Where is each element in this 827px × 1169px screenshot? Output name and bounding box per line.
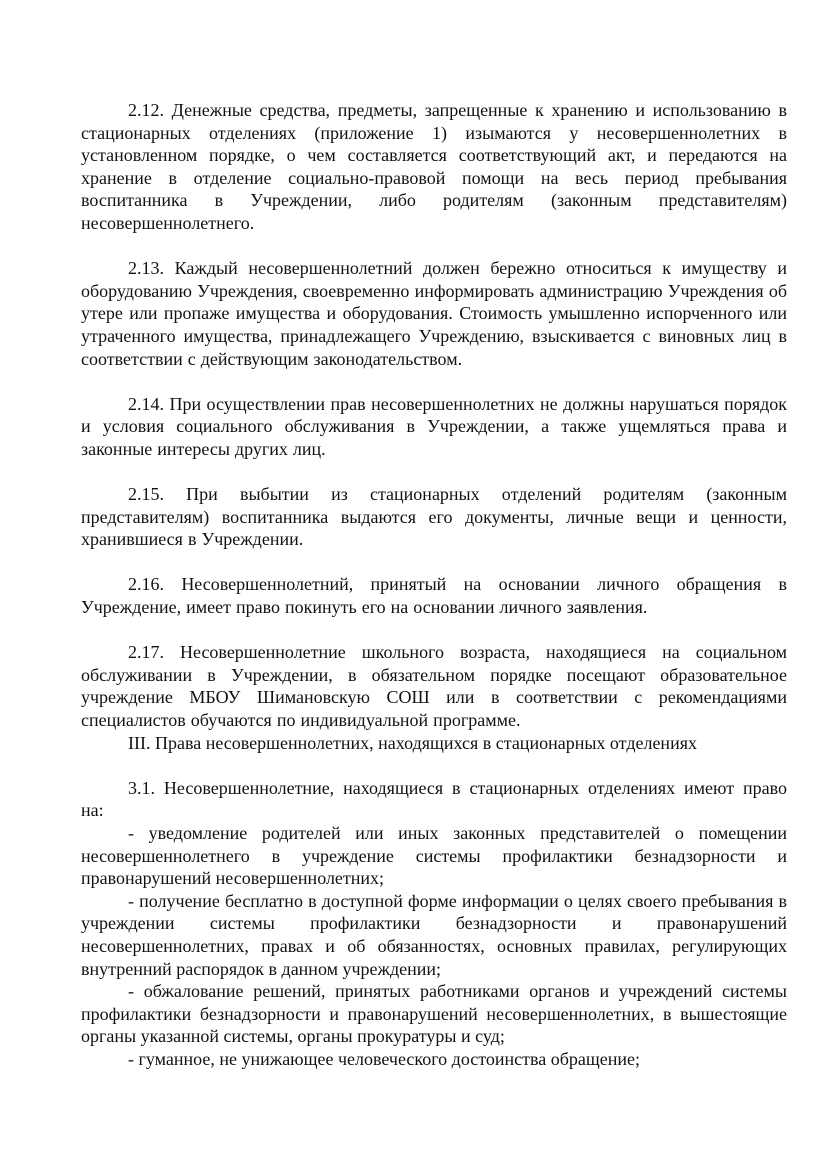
paragraph-2-12: 2.12. Денежные средства, предметы, запрещенные к хранению и использованию в стационарных отделениях (приложение 1) изымаются у несовершеннолетних в установленном порядке, о чем составляется соответствующий акт, и передаются на хранение в отделение социально-правовой помощи на весь период пребывания воспитанника в Учреждении, либо родителям (законным представителям) несовершеннолетнего. xyxy=(81,100,787,233)
paragraph-2-16: 2.16. Несовершеннолетний, принятый на основании личного обращения в Учреждение, имеет право покинуть его на основании личного заявления. xyxy=(81,574,787,618)
paragraph-2-13: 2.13. Каждый несовершеннолетний должен бережно относиться к имуществу и оборудованию Учреждения, своевременно информировать администрацию Учреждения об утере или пропаже имущества и оборудования. Стоимость умышленно испорченного или утраченного имущества, принадлежащего Учреждению, взыскивается с виновных лиц в соответствии с действующим законодательством. xyxy=(81,258,787,369)
rights-list-item: - получение бесплатно в доступной форме информации о целях своего пребывания в учреждении системы профилактики безнадзорности и правонарушений несовершеннолетних, правах и об обязанностях, основных правилах, регулирующих внутренний распорядок в данном учреждении; xyxy=(81,890,787,979)
paragraph-3-1: 3.1. Несовершеннолетние, находящиеся в стационарных отделениях имеют право на: xyxy=(81,777,787,821)
rights-list-item: - обжалование решений, принятых работниками органов и учреждений системы профилактики безнадзорности и правонарушений несовершеннолетних, в вышестоящие органы указанной системы, органы прокуратуры и суд; xyxy=(81,981,787,1047)
section-heading-3: III. Права несовершеннолетних, находящихся в стационарных отделениях xyxy=(128,732,697,753)
paragraph-2-15: 2.15. При выбытии из стационарных отделений родителям (законным представителям) воспитанника выдаются его документы, личные вещи и ценности, хранившиеся в Учреждении. xyxy=(81,484,787,550)
document-body xyxy=(81,99,787,1071)
paragraph-2-17: 2.17. Несовершеннолетние школьного возраста, находящиеся на социальном обслуживании в Учреждении, в обязательном порядке посещают образовательное учреждение МБОУ Шимановскую СОШ или в соответствии с рекомендациями специалистов обучаются по индивидуальной программе. xyxy=(81,642,787,731)
rights-list-item: - гуманное, не унижающее человеческого достоинства обращение; xyxy=(128,1048,641,1069)
paragraph-2-14: 2.14. При осуществлении прав несовершеннолетних не должны нарушаться порядок и условия социального обслуживания в Учреждении, а также ущемляться права и законные интересы других лиц. xyxy=(81,393,787,459)
rights-list-item: - уведомление родителей или иных законных представителей о помещении несовершеннолетнего в учреждение системы профилактики безнадзорности и правонарушений несовершеннолетних; xyxy=(81,823,787,889)
